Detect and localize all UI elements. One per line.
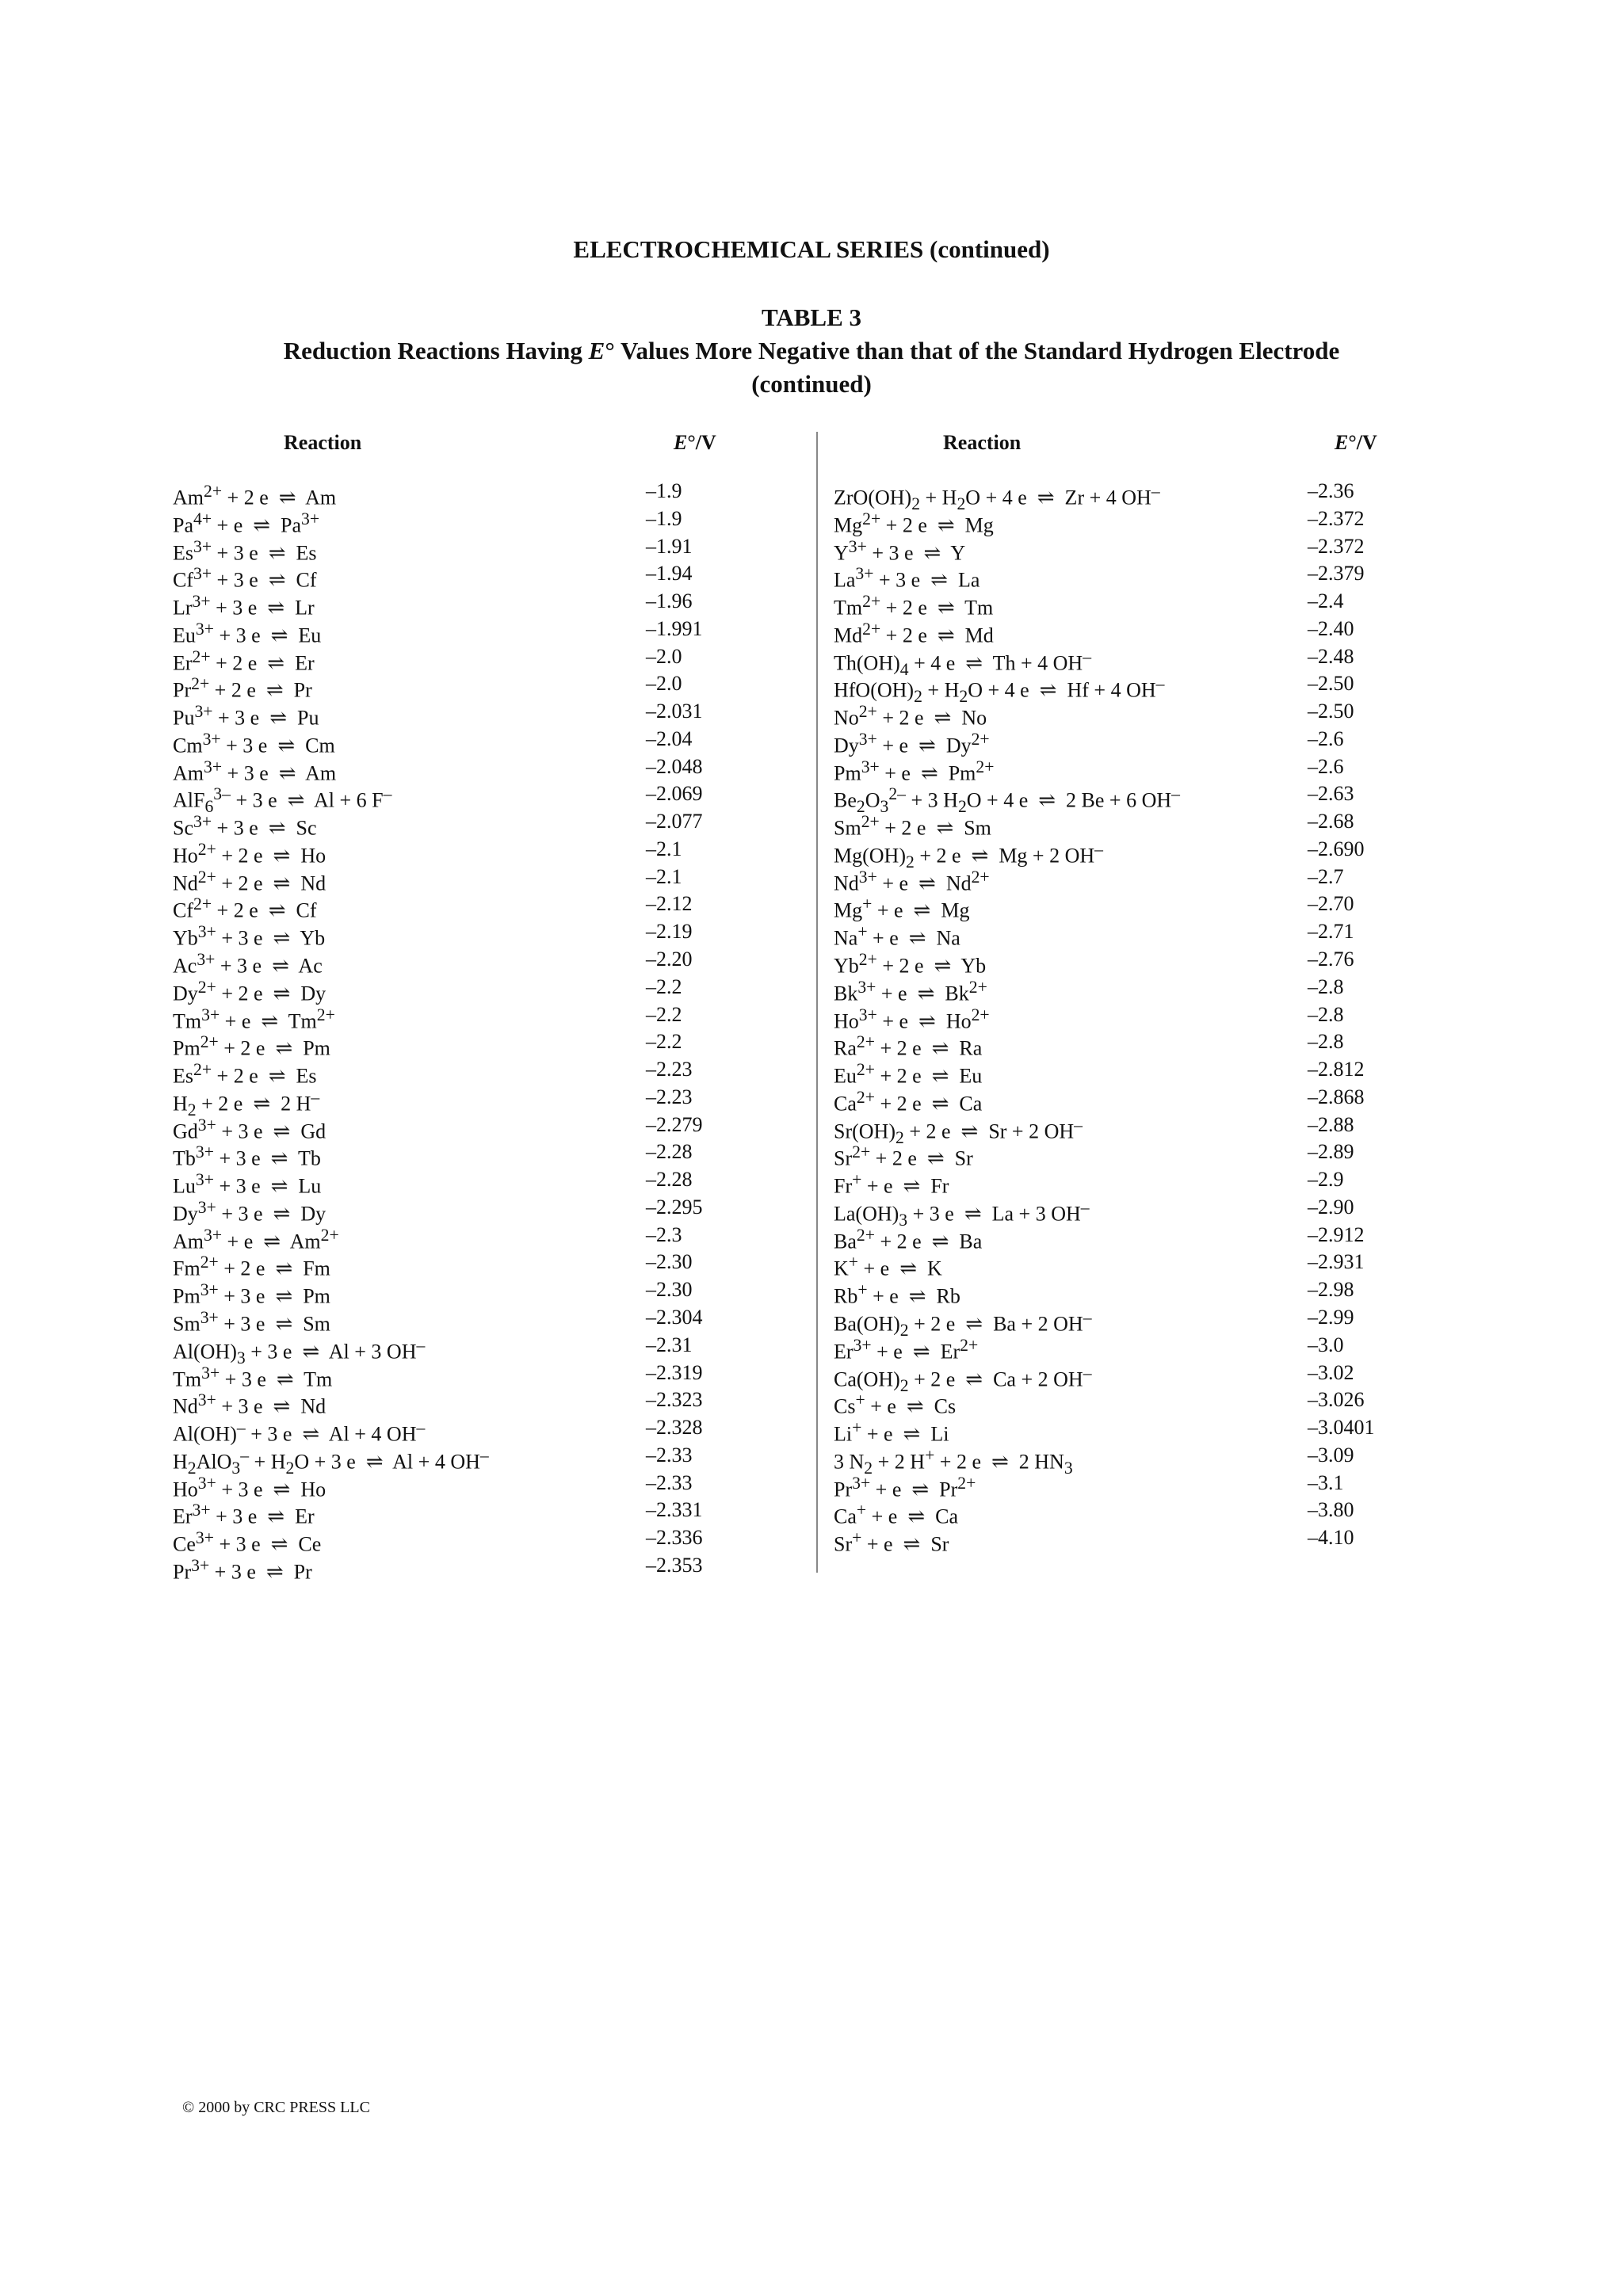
reaction-equation: $Er^{3+} + e$ ⇌ $Er^{2+}$ — [834, 1335, 979, 1363]
reaction-row — [173, 533, 743, 565]
reaction-equation: $Sc^{3+} + 3$ e ⇌ Sc — [173, 812, 317, 840]
reaction-row — [834, 670, 1381, 707]
potential-value: –2.295 — [646, 1195, 703, 1219]
potential-value: –3.0401 — [1308, 1416, 1375, 1440]
reaction-row — [173, 1138, 743, 1171]
reaction-equation: 3 $N_2 + 2$ H+ + 2 e ⇌ 2 $HN_3$ — [834, 1445, 1073, 1478]
reaction-row — [834, 808, 1381, 840]
reaction-equation: $Be_2O_3^{2-} + 3$ $H_2O + 4$ e ⇌ 2 Be + 6 OH– — [834, 784, 1180, 817]
reaction-equation: $Ca^{2+} + 2$ e ⇌ Ca — [834, 1087, 983, 1116]
reaction-row — [834, 836, 1381, 871]
potential-value: –2.0 — [646, 644, 682, 668]
reaction-equation: $Yb^{2+} + 2$ e ⇌ Yb — [834, 950, 987, 978]
potential-value: –4.10 — [1308, 1526, 1354, 1550]
potential-value: –2.31 — [646, 1333, 693, 1356]
potential-value: –1.96 — [646, 589, 693, 613]
reaction-row — [173, 1442, 743, 1478]
potential-value: –2.6 — [1308, 727, 1344, 750]
potential-value: –2.76 — [1308, 948, 1354, 971]
reaction-equation: $Ce^{3+} + 3$ e ⇌ Ce — [173, 1528, 322, 1556]
reaction-equation: $Nd^{3+} + e$ ⇌ $Nd^{2+}$ — [834, 867, 990, 895]
potential-value: –2.931 — [1308, 1250, 1365, 1274]
reaction-equation: $Pm^{3+} + e$ ⇌ $Pm^{2+}$ — [834, 757, 995, 785]
reaction-row — [173, 698, 743, 730]
reaction-row — [173, 643, 743, 675]
potential-value: –2.50 — [1308, 700, 1354, 723]
reaction-equation: $Cm^{3+} + 3$ e ⇌ Cm — [173, 729, 335, 757]
reaction-row — [834, 1001, 1381, 1033]
reaction-equation: $Pr^{2+} + 2$ e ⇌ Pr — [173, 674, 312, 703]
reaction-equation: $Cf^{2+} + 2$ e ⇌ Cf — [173, 894, 317, 923]
reaction-equation: $Eu^{3+} + 3$ e ⇌ Eu — [173, 619, 322, 647]
potential-value: –2.23 — [646, 1058, 693, 1081]
potential-value: –2.1 — [646, 864, 682, 888]
reaction-equation: $Yb^{3+} + 3$ e ⇌ Yb — [173, 922, 326, 950]
potential-value: –2.12 — [646, 892, 693, 916]
reaction-equation: $Cf^{3+} + 3$ e ⇌ Cf — [173, 564, 317, 592]
reaction-equation: $Am^{2+} + 2$ e ⇌ Am — [173, 482, 337, 509]
potential-value: –2.89 — [1308, 1140, 1354, 1164]
reaction-equation: $Am^{3+} + e$ ⇌ $Am^{2+}$ — [173, 1225, 339, 1253]
reaction-equation: $Pu^{3+} + 3$ e ⇌ Pu — [173, 702, 319, 730]
reaction-row — [834, 533, 1381, 565]
potential-value: –1.9 — [646, 506, 682, 530]
potential-value: –3.80 — [1308, 1498, 1354, 1522]
reaction-equation: Al(OH)– + 3 e ⇌ Al + 4 OH– — [173, 1418, 426, 1446]
potential-value: –2.912 — [1308, 1222, 1365, 1246]
potential-value: –2.88 — [1308, 1112, 1354, 1136]
reaction-row — [834, 726, 1381, 757]
reaction-equation: $Fm^{2+} + 2$ e ⇌ Fm — [173, 1253, 330, 1281]
reaction-equation: $Pm^{2+} + 2$ e ⇌ Pm — [173, 1032, 330, 1060]
reaction-row — [834, 1166, 1381, 1198]
reaction-row — [173, 946, 743, 978]
reaction-row — [834, 753, 1381, 785]
reaction-equation: $Tm^{3+} + e$ ⇌ $Tm^{2+}$ — [173, 1005, 335, 1033]
reaction-equation: $Er^{3+} + 3$ e ⇌ Er — [173, 1501, 315, 1528]
reaction-equation: $Es^{3+} + 3$ e ⇌ Es — [173, 536, 317, 565]
reaction-equation: $Eu^{2+} + 2$ e ⇌ Eu — [834, 1060, 983, 1088]
reaction-row — [834, 1194, 1381, 1230]
reaction-equation: K+ + e ⇌ K — [834, 1253, 942, 1281]
potential-value: –2.331 — [646, 1498, 703, 1522]
reaction-row — [834, 1524, 1381, 1556]
potential-value: –2.8 — [1308, 1002, 1344, 1026]
reaction-row — [173, 1386, 743, 1418]
potential-value: –2.30 — [646, 1278, 693, 1302]
reaction-equation: $Sm^{3+} + 3$ e ⇌ Sm — [173, 1307, 330, 1336]
reaction-equation: Mg+ + e ⇌ Mg — [834, 894, 970, 923]
reaction-row — [173, 1056, 743, 1088]
potential-value: –2.48 — [1308, 644, 1354, 668]
reaction-row — [173, 1414, 743, 1446]
reaction-row — [834, 1386, 1381, 1418]
reaction-equation: Cs+ + e ⇌ Cs — [834, 1390, 957, 1418]
reaction-equation: $Md^{2+} + 2$ e ⇌ Md — [834, 619, 994, 647]
potential-value: –2.90 — [1308, 1195, 1354, 1219]
potential-value: –1.9 — [646, 479, 682, 502]
potential-value: –2.20 — [646, 948, 693, 971]
potential-value: –3.026 — [1308, 1388, 1365, 1412]
copyright-footer: © 2000 by CRC PRESS LLC — [182, 2099, 370, 2116]
potential-value: –2.304 — [646, 1305, 703, 1329]
reaction-row — [834, 1276, 1381, 1308]
potential-value: –2.279 — [646, 1112, 703, 1136]
reaction-equation: $Bk^{3+} + e$ ⇌ $Bk^{2+}$ — [834, 977, 987, 1005]
reaction-equation: $Ca(OH)_2 + 2$ e ⇌ Ca + 2 OH– — [834, 1363, 1092, 1395]
reaction-row — [834, 918, 1381, 950]
reaction-row — [173, 1249, 743, 1281]
potential-value: –2.04 — [646, 727, 693, 750]
reaction-row — [173, 1112, 743, 1143]
potential-value: –2.048 — [646, 754, 703, 778]
reaction-equation: $Tb^{3+} + 3$ e ⇌ Tb — [173, 1142, 321, 1171]
reaction-row — [173, 918, 743, 950]
reaction-row — [834, 974, 1381, 1005]
potential-value: –2.031 — [646, 700, 703, 723]
reaction-row — [834, 1304, 1381, 1340]
potential-value: –2.40 — [1308, 616, 1354, 640]
reaction-row — [834, 1414, 1381, 1446]
potential-value: –1.94 — [646, 562, 693, 585]
reaction-row — [834, 1112, 1381, 1147]
potential-value: –2.19 — [646, 920, 693, 944]
reaction-row — [173, 1497, 743, 1528]
reaction-row — [173, 780, 743, 817]
potential-value: –2.2 — [646, 974, 682, 998]
reaction-equation: $Lr^{3+} + 3$ e ⇌ Lr — [173, 592, 315, 620]
potential-value: –2.98 — [1308, 1278, 1354, 1302]
reaction-row — [834, 1332, 1381, 1363]
reaction-row — [834, 560, 1381, 592]
reaction-equation: $Al(OH)_3 + 3$ e ⇌ Al + 3 OH– — [173, 1335, 426, 1367]
potential-value: –2.1 — [646, 837, 682, 860]
reaction-row — [834, 505, 1381, 537]
potential-value: –2.372 — [1308, 506, 1365, 530]
potential-value: –2.077 — [646, 810, 703, 833]
reaction-row — [173, 974, 743, 1005]
reaction-row — [834, 946, 1381, 978]
reaction-equation: $Ho^{2+} + 2$ e ⇌ Ho — [173, 839, 327, 868]
reaction-row — [173, 588, 743, 620]
reaction-equation: $Pm^{3+} + 3$ e ⇌ Pm — [173, 1280, 330, 1308]
reaction-row — [173, 864, 743, 895]
reaction-row — [834, 1028, 1381, 1060]
potential-value: –2.353 — [646, 1553, 703, 1577]
reaction-equation: Li+ + e ⇌ Li — [834, 1418, 949, 1446]
reaction-equation: $Pr^{3+} + 3$ e ⇌ Pr — [173, 1555, 312, 1584]
potential-value: –2.2 — [646, 1002, 682, 1026]
potential-value: –2.323 — [646, 1388, 703, 1412]
reaction-equation: $Ba(OH)_2 + 2$ e ⇌ Ba + 2 OH– — [834, 1307, 1092, 1340]
reaction-equation: $Pa^{4+} + e$ ⇌ $Pa^{3+}$ — [173, 509, 320, 537]
reaction-row — [834, 643, 1381, 679]
reaction-row — [173, 1360, 743, 1391]
reaction-row — [834, 1442, 1381, 1478]
reaction-row — [834, 1084, 1381, 1116]
reaction-row — [173, 1194, 743, 1226]
reaction-equation: Rb+ + e ⇌ Rb — [834, 1280, 960, 1308]
table-subtitle: (continued) — [751, 370, 872, 398]
reaction-equation: $Ba^{2+} + 2$ e ⇌ Ba — [834, 1225, 983, 1253]
reaction-equation: $Nd^{2+} + 2$ e ⇌ Nd — [173, 867, 327, 895]
reaction-equation: $Tm^{2+} + 2$ e ⇌ Tm — [834, 592, 994, 620]
reaction-row — [173, 753, 743, 785]
reaction-row — [834, 1056, 1381, 1088]
reaction-row — [173, 478, 743, 509]
reaction-equation: $La^{3+} + 3$ e ⇌ La — [834, 564, 980, 592]
reaction-row — [834, 588, 1381, 620]
reaction-equation: $H_2AlO_3^- + H_2O + 3$ e ⇌ Al + 4 OH– — [173, 1445, 489, 1478]
potential-value: –2.33 — [646, 1443, 693, 1466]
potential-value: –2.30 — [646, 1250, 693, 1274]
left-e-header: E°/V — [674, 431, 716, 454]
reaction-row — [173, 1332, 743, 1367]
right-reaction-list — [834, 478, 1381, 1556]
reaction-equation: Sr+ + e ⇌ Sr — [834, 1528, 949, 1556]
reaction-equation: $ZrO(OH)_2 + H_2O + 4$ e ⇌ Zr + 4 OH– — [834, 482, 1160, 513]
potential-value: –2.33 — [646, 1470, 693, 1494]
reaction-row — [173, 1276, 743, 1308]
potential-value: –2.0 — [646, 672, 682, 696]
reaction-equation: $Dy^{3+} + e$ ⇌ $Dy^{2+}$ — [834, 729, 990, 757]
reaction-equation: Na+ + e ⇌ Na — [834, 922, 960, 950]
potential-value: –2.68 — [1308, 810, 1354, 833]
potential-value: –2.63 — [1308, 782, 1354, 806]
reaction-row — [834, 1138, 1381, 1171]
potential-value: –2.8 — [1308, 1030, 1344, 1054]
reaction-row — [834, 1497, 1381, 1528]
reaction-row — [173, 836, 743, 868]
right-e-header: E°/V — [1335, 431, 1377, 454]
potential-value: –3.0 — [1308, 1333, 1344, 1356]
reaction-equation: $Nd^{3+} + 3$ e ⇌ Nd — [173, 1390, 327, 1418]
potential-value: –2.319 — [646, 1360, 703, 1384]
reaction-equation: $Dy^{2+} + 2$ e ⇌ Dy — [173, 977, 327, 1005]
reaction-equation: $Ho^{3+} + e$ ⇌ $Ho^{2+}$ — [834, 1005, 990, 1033]
potential-value: –2.99 — [1308, 1305, 1354, 1329]
potential-value: –2.8 — [1308, 974, 1344, 998]
reaction-row — [834, 780, 1381, 817]
potential-value: –2.28 — [646, 1140, 693, 1164]
potential-value: –2.328 — [646, 1416, 703, 1440]
reaction-row — [834, 891, 1381, 923]
reaction-row — [834, 478, 1381, 513]
reaction-equation: $Tm^{3+} + 3$ e ⇌ Tm — [173, 1363, 333, 1391]
reaction-row — [834, 864, 1381, 895]
reaction-row — [834, 616, 1381, 647]
potential-value: –2.9 — [1308, 1168, 1344, 1192]
reaction-equation: $Lu^{3+} + 3$ e ⇌ Lu — [173, 1170, 322, 1198]
potential-value: –2.50 — [1308, 672, 1354, 696]
reaction-row — [173, 1028, 743, 1060]
reaction-equation: $Dy^{3+} + 3$ e ⇌ Dy — [173, 1197, 327, 1226]
reaction-equation: $Mg(OH)_2 + 2$ e ⇌ Mg + 2 OH– — [834, 839, 1103, 871]
reaction-equation: $Sr^{2+} + 2$ e ⇌ Sr — [834, 1142, 973, 1171]
reaction-equation: $Ra^{2+} + 2$ e ⇌ Ra — [834, 1032, 983, 1060]
reaction-equation: Fr+ + e ⇌ Fr — [834, 1170, 949, 1198]
potential-value: –2.2 — [646, 1030, 682, 1054]
reaction-row — [173, 505, 743, 537]
reaction-equation: $Er^{2+} + 2$ e ⇌ Er — [173, 646, 315, 675]
right-reaction-header: Reaction — [943, 431, 1022, 454]
reaction-equation: $Am^{3+} + 3$ e ⇌ Am — [173, 757, 337, 785]
table-title: Reduction Reactions Having E° Values More Negative than that of the Standard Hydrogen Electrode — [283, 337, 1340, 364]
reaction-equation: $Y^{3+} + 3$ e ⇌ Y — [834, 536, 966, 565]
reaction-row — [173, 1552, 743, 1584]
potential-value: –2.372 — [1308, 534, 1365, 558]
potential-value: –3.09 — [1308, 1443, 1354, 1466]
potential-value: –2.28 — [646, 1168, 693, 1192]
reaction-equation: $Sm^{2+} + 2$ e ⇌ Sm — [834, 812, 991, 840]
reaction-row — [834, 698, 1381, 730]
potential-value: –2.069 — [646, 782, 703, 806]
reaction-equation: $Ho^{3+} + 3$ e ⇌ Ho — [173, 1473, 327, 1501]
reaction-equation: Ca+ + e ⇌ Ca — [834, 1501, 958, 1528]
reaction-row — [173, 1304, 743, 1336]
potential-value: –2.7 — [1308, 864, 1344, 888]
potential-value: –1.991 — [646, 616, 703, 640]
reaction-row — [834, 1470, 1381, 1501]
left-reaction-list — [173, 478, 743, 1584]
reaction-row — [173, 1222, 743, 1253]
reaction-row — [173, 1524, 743, 1556]
potential-value: –2.379 — [1308, 562, 1365, 585]
potential-value: –2.868 — [1308, 1085, 1365, 1108]
reaction-equation: $La(OH)_3 + 3$ e ⇌ La + 3 OH– — [834, 1197, 1090, 1230]
potential-value: –2.71 — [1308, 920, 1354, 944]
table-number: TABLE 3 — [761, 303, 862, 331]
potential-value: –2.70 — [1308, 892, 1354, 916]
reaction-equation: $Gd^{3+} + 3$ e ⇌ Gd — [173, 1115, 327, 1143]
reaction-row — [173, 726, 743, 757]
reaction-row — [173, 808, 743, 840]
reaction-equation: $Sr(OH)_2 + 2$ e ⇌ Sr + 2 OH– — [834, 1115, 1083, 1147]
reaction-row — [834, 1222, 1381, 1253]
reaction-row — [834, 1360, 1381, 1395]
reaction-row — [173, 1166, 743, 1198]
column-divider — [816, 432, 818, 1573]
reaction-row — [173, 1084, 743, 1119]
reaction-equation: $Pr^{3+} + e$ ⇌ $Pr^{2+}$ — [834, 1473, 976, 1501]
reaction-row — [173, 891, 743, 923]
potential-value: –2.812 — [1308, 1058, 1365, 1081]
potential-value: –1.91 — [646, 534, 693, 558]
reaction-equation: $H_2 + 2$ e ⇌ 2 H– — [173, 1087, 320, 1119]
potential-value: –2.6 — [1308, 754, 1344, 778]
reaction-row — [173, 670, 743, 703]
reaction-equation: $Mg^{2+} + 2$ e ⇌ Mg — [834, 509, 994, 537]
reaction-equation: AlF$_6^{3-}$ + 3 e ⇌ Al + 6 F– — [173, 784, 392, 817]
potential-value: –2.23 — [646, 1085, 693, 1108]
potential-value: –2.690 — [1308, 837, 1365, 860]
reaction-row — [173, 1470, 743, 1501]
reaction-equation: $Th(OH)_4 + 4$ e ⇌ Th + 4 OH– — [834, 646, 1092, 679]
reaction-equation: $Ac^{3+} + 3$ e ⇌ Ac — [173, 950, 323, 978]
reaction-row — [173, 1001, 743, 1033]
reaction-row — [173, 616, 743, 647]
reaction-equation: $No^{2+} + 2$ e ⇌ No — [834, 702, 987, 730]
reaction-equation: $HfO(OH)_2 + H_2O + 4$ e ⇌ Hf + 4 OH– — [834, 674, 1165, 707]
reaction-row — [173, 560, 743, 592]
potential-value: –3.02 — [1308, 1360, 1354, 1384]
left-reaction-header: Reaction — [284, 431, 362, 454]
potential-value: –2.4 — [1308, 589, 1344, 613]
potential-value: –2.336 — [646, 1526, 703, 1550]
potential-value: –2.3 — [646, 1222, 682, 1246]
potential-value: –3.1 — [1308, 1470, 1344, 1494]
potential-value: –2.36 — [1308, 479, 1354, 502]
reaction-equation: $Es^{2+} + 2$ e ⇌ Es — [173, 1060, 317, 1088]
page-title: ELECTROCHEMICAL SERIES (continued) — [573, 235, 1050, 263]
reaction-row — [834, 1249, 1381, 1281]
